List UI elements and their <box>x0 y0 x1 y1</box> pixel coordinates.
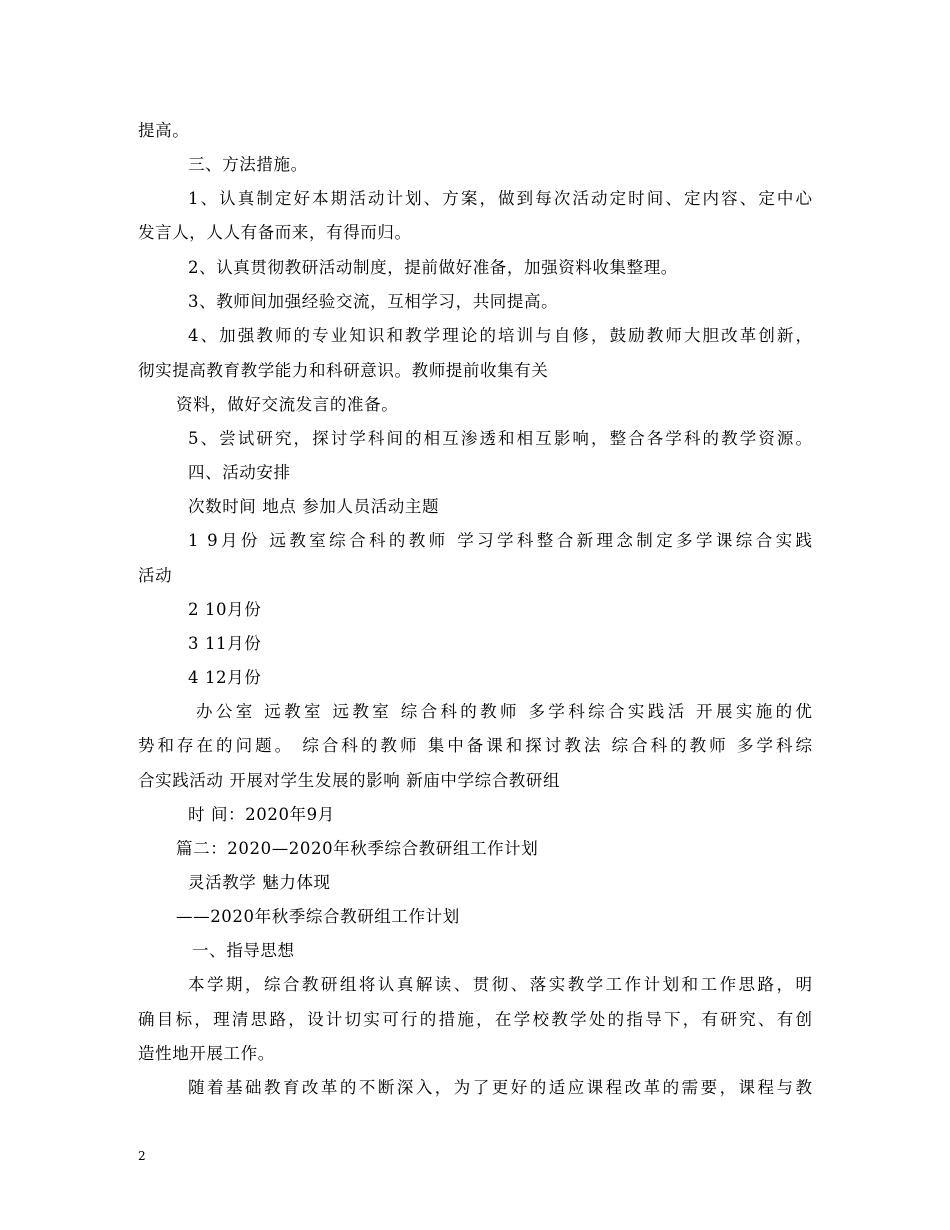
text-line: 造性地开展工作。 <box>138 1044 275 1063</box>
text-line: 2、认真贯彻教研活动制度，提前做好准备，加强资料收集整理。 <box>188 258 678 277</box>
page-number: 2 <box>138 1149 146 1163</box>
text-line: 势和存在的问题。 综合科的教师 集中备课和探讨教法 综合科的教师 多学科综 <box>138 736 812 755</box>
schedule-header: 次数时间 地点 参加人员活动主题 <box>188 497 440 516</box>
schedule-row: 2 10月份 <box>188 600 262 619</box>
text-line: 随着基础教育改革的不断深入，为了更好的适应课程改革的需要，课程与教 <box>188 1078 812 1097</box>
text-line: 活动 <box>138 566 173 585</box>
text-line: 发言人，人人有备而来，有得而归。 <box>138 223 412 242</box>
date-line: 时 间：2020年9月 <box>188 805 335 824</box>
text-line: 确目标，理清思路，设计切实可行的措施，在学校教学处的指导下，有研究、有创 <box>138 1010 812 1029</box>
text-line: 合实践活动 开展对学生发展的影响 新庙中学综合教研组 <box>138 771 561 790</box>
text-line: 本学期，综合教研组将认真解读、贯彻、落实教学工作计划和工作思路，明 <box>188 975 812 994</box>
article-title: 篇二：2020—2020年秋季综合教研组工作计划 <box>176 839 539 858</box>
text-line: 5、尝试研究，探讨学科间的相互渗透和相互影响，整合各学科的教学资源。 <box>188 429 812 448</box>
text-line: 4、加强教师的专业知识和教学理论的培训与自修，鼓励教师大胆改革创新， <box>188 326 812 345</box>
section-heading: 四、活动安排 <box>188 463 291 482</box>
text-line: 1、认真制定好本期活动计划、方案，做到每次活动定时间、定内容、定中心 <box>188 189 812 208</box>
text-line: 3、教师间加强经验交流，互相学习，共同提高。 <box>188 292 559 311</box>
section-heading: 三、方法措施。 <box>188 155 308 174</box>
section-heading: 一、指导思想 <box>192 941 295 960</box>
text-line: 办公室 远教室 远教室 综合科的教师 多学科综合实践活 开展实施的优 <box>196 702 812 721</box>
schedule-row: 1 9月份 远教室综合科的教师 学习学科整合新理念制定多学课综合实践 <box>188 531 812 550</box>
schedule-row: 3 11月份 <box>188 634 262 653</box>
text-line: 提高。 <box>138 121 190 140</box>
subtitle: ——2020年秋季综合教研组工作计划 <box>176 907 460 926</box>
text-line: 资料，做好交流发言的准备。 <box>176 395 399 414</box>
schedule-row: 4 12月份 <box>188 668 262 687</box>
subtitle: 灵活教学 魅力体现 <box>188 873 331 892</box>
text-line: 彻实提高教育教学能力和科研意识。教师提前收集有关 <box>138 361 549 380</box>
